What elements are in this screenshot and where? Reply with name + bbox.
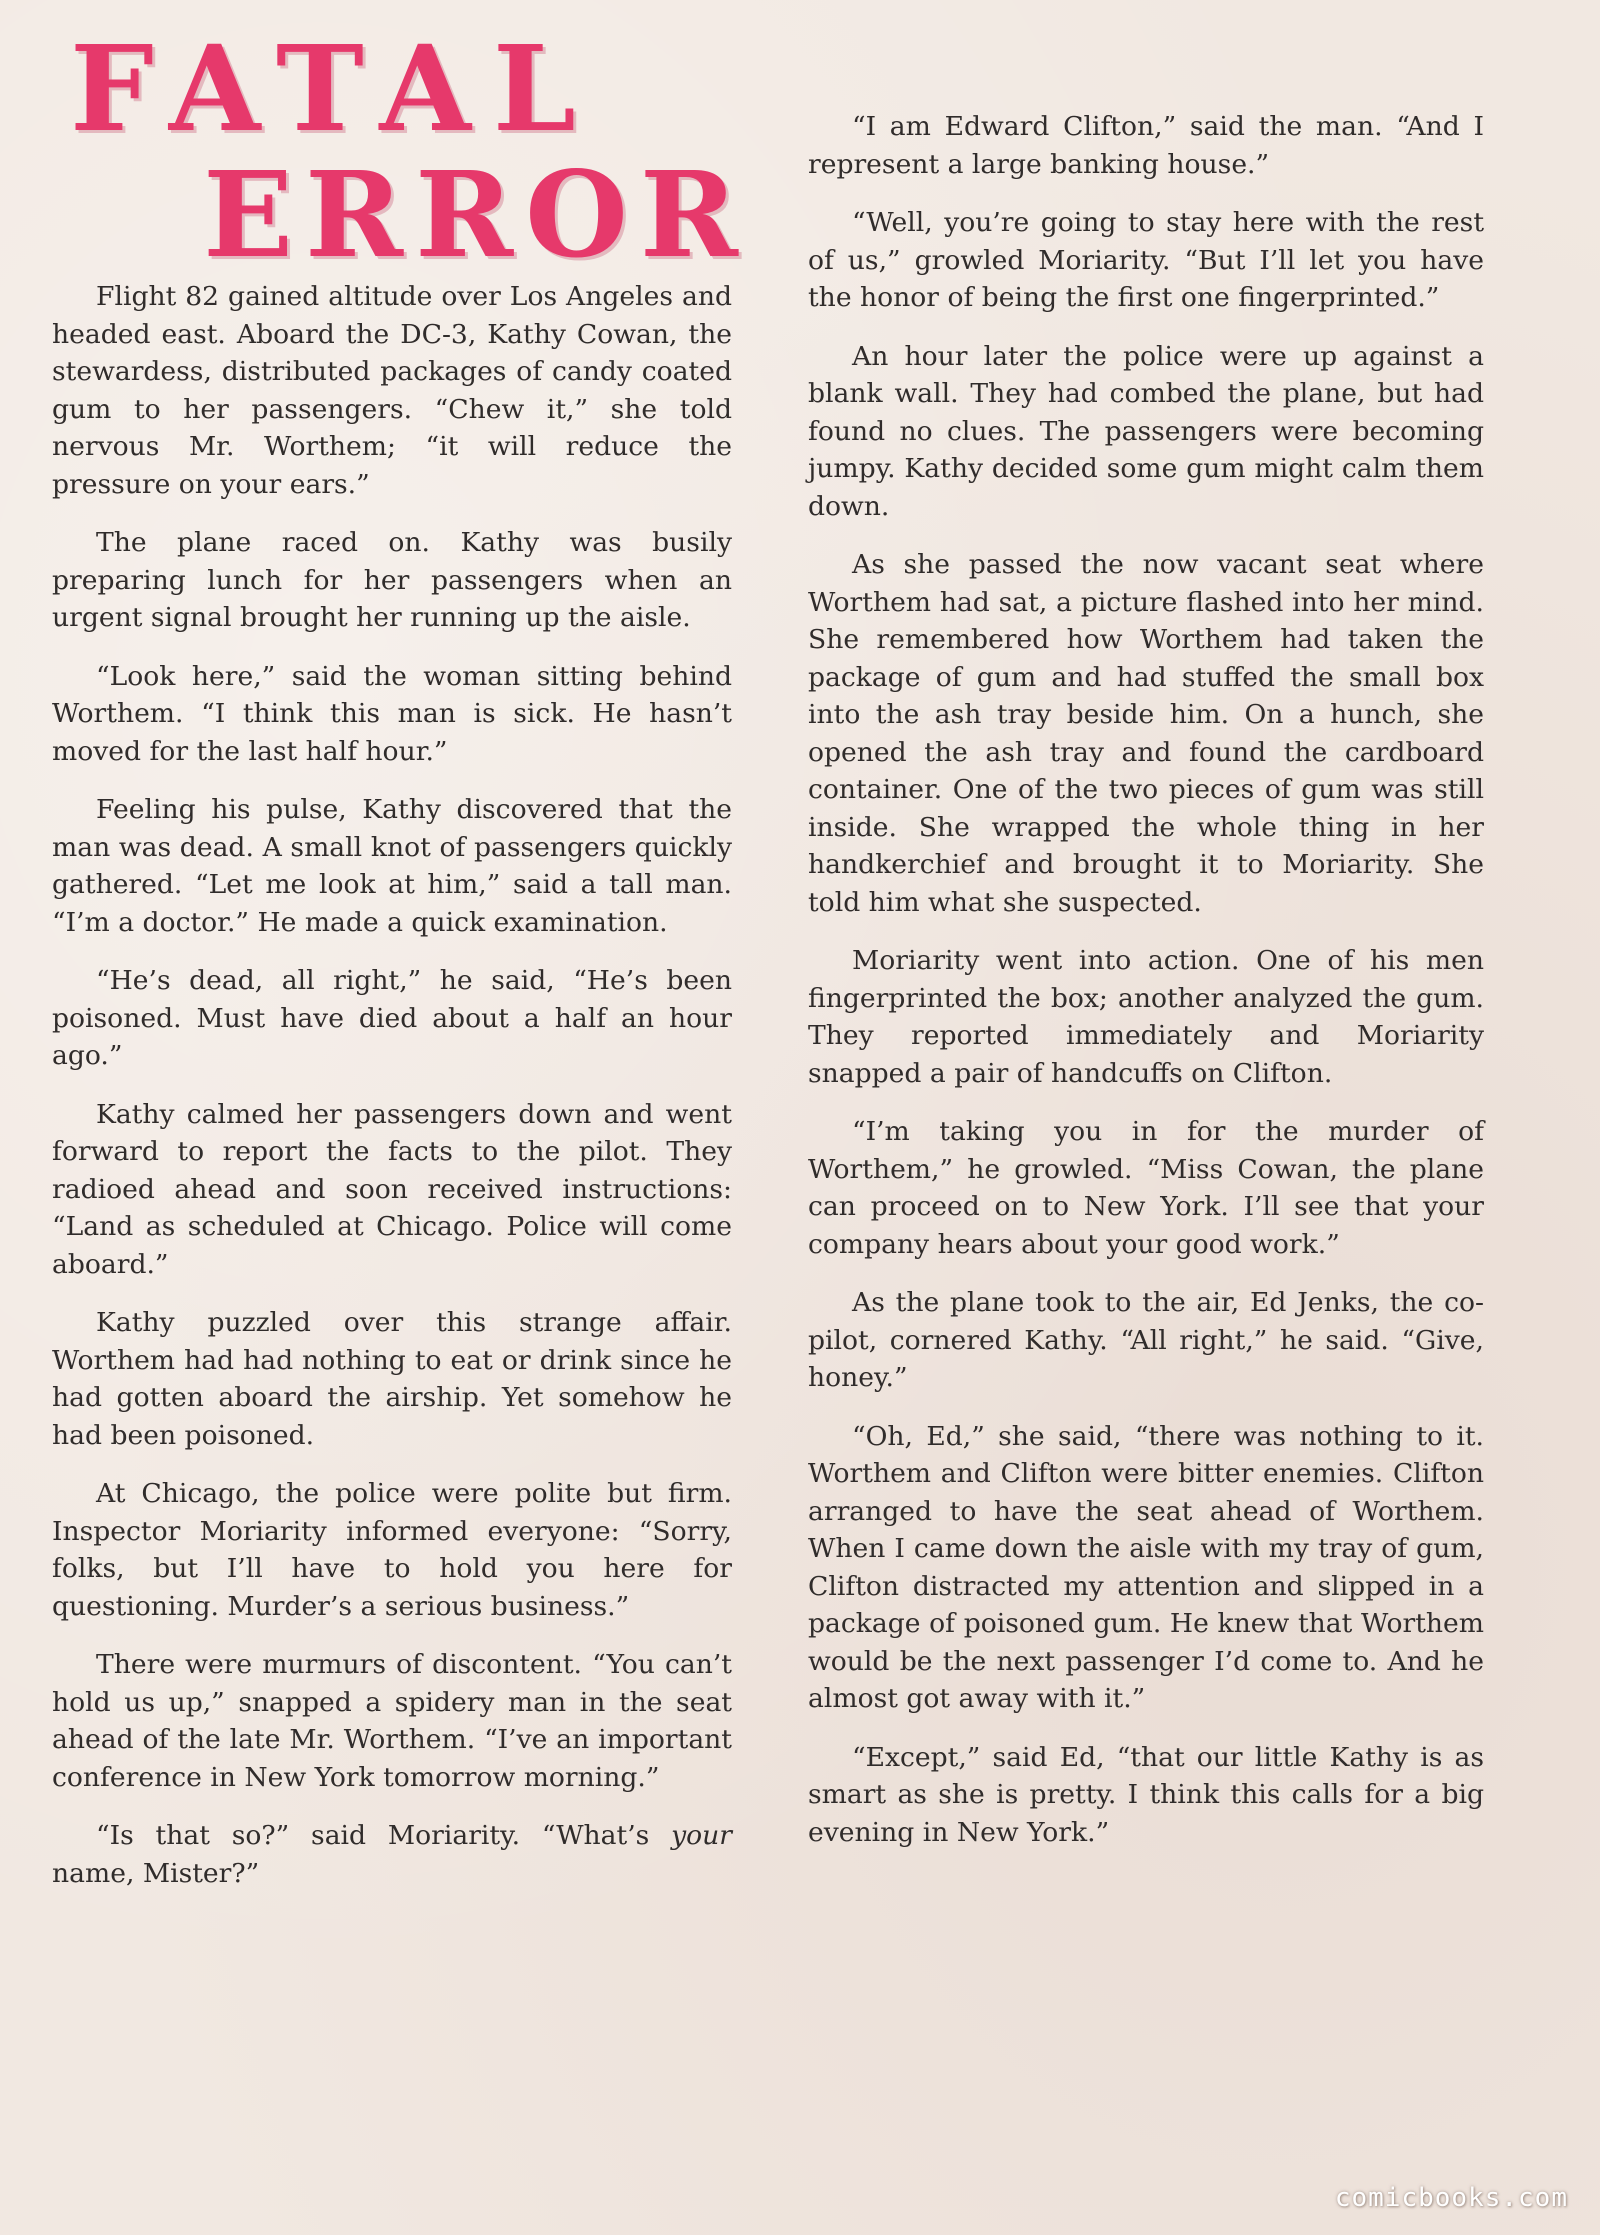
- paragraph: “I’m taking you in for the murder of Worthem,” he growled. “Miss Cowan, the plane can proceed on to New York. I’ll see that your company hears about your good work.”: [808, 1116, 1484, 1260]
- paragraph: “He’s dead, all right,” he said, “He’s been poisoned. Must have died about a half an hour ago.”: [52, 965, 732, 1071]
- paragraph: Kathy puzzled over this strange affair. Worthem had had nothing to eat or drink since he had gotten aboard the airship. Yet somehow he had been poisoned.: [52, 1307, 732, 1451]
- paragraph: “I am Edward Clifton,” said the man. “And I represent a large banking house.”: [808, 111, 1484, 180]
- title-line-1: FATAL: [70, 19, 598, 158]
- paragraph: An hour later the police were up against a blank wall. They had combed the plane, but had found no clues. The passengers were becoming jumpy. Kathy decided some gum might calm them down.: [808, 340, 1484, 522]
- paragraph: “Well, you’re going to stay here with the rest of us,” growled Moriarity. “But I’ll let you have the honor of being the first one fingerprinted.”: [808, 207, 1484, 313]
- story-title: [70, 19, 750, 284]
- paragraph: Moriarity went into action. One of his men fingerprinted the box; another analyzed the gum. They reported immediately and Moriarity snapped a pair of handcuffs on Clifton.: [808, 945, 1484, 1089]
- paragraph: There were murmurs of discontent. “You can’t hold us up,” snapped a spidery man in the seat ahead of the late Mr. Worthem. “I’ve an important conference in New York tomorrow morning.”: [52, 1649, 732, 1793]
- paragraph-last-left: [52, 1817, 732, 1892]
- paragraph: At Chicago, the police were polite but firm. Inspector Moriarity informed everyone: “Sorry, folks, but I’ll have to hold you here for questioning. Murder’s a serious business.”: [52, 1478, 732, 1622]
- emphasized-word: your: [671, 1820, 732, 1851]
- dialogue-text: name, Mister?”: [52, 1857, 260, 1889]
- dialogue-text: “Is that so?” said Moriarity. “What’s: [96, 1820, 672, 1851]
- paragraph: As the plane took to the air, Ed Jenks, the co-pilot, cornered Kathy. “All right,” he said. “Give, honey.”: [808, 1287, 1484, 1393]
- watermark: comicbooks.com: [1334, 2183, 1568, 2213]
- paragraph: Feeling his pulse, Kathy discovered that the man was dead. A small knot of passengers quickly gathered. “Let me look at him,” said a tall man. “I’m a doctor.” He made a quick examination.: [52, 794, 732, 938]
- paragraph: “Oh, Ed,” she said, “there was nothing to it. Worthem and Clifton were bitter enemies. Clifton arranged to have the seat ahead of Worthem. When I came down the aisle with my tray of gum, Clifton distracted my attention and slipped in a package of poisoned gum. He knew that Worthem would be the next passenger I’d come to. And he almost got away with it.”: [808, 1420, 1484, 1714]
- right-column: [808, 108, 1484, 1872]
- paragraph: Kathy calmed her passengers down and went forward to report the facts to the pilot. They radioed ahead and soon received instructions: “Land as scheduled at Chicago. Police will come aboard.”: [52, 1098, 732, 1280]
- paragraph: The plane raced on. Kathy was busily preparing lunch for her passengers when an urgent signal brought her running up the aisle.: [52, 527, 732, 633]
- paragraph: “Look here,” said the woman sitting behind Worthem. “I think this man is sick. He hasn’t moved for the last half hour.”: [52, 660, 732, 767]
- left-column: [52, 278, 732, 1913]
- paragraph: “Except,” said Ed, “that our little Kathy is as smart as she is pretty. I think this calls for a big evening in New York.”: [808, 1741, 1484, 1848]
- paragraph: As she passed the now vacant seat where Worthem had sat, a picture flashed into her mind. She remembered how Worthem had taken the package of gum and had stuffed the small box into the ash tray beside him. On a hunch, she opened the ash tray and found the cardboard container. One of the two pieces of gum was still inside. She wrapped the whole thing in her handkerchief and brought it to Moriarity. She told him what she suspected.: [808, 549, 1484, 918]
- paragraph: Flight 82 gained altitude over Los Angeles and headed east. Aboard the DC-3, Kathy Cowan, the stewardess, distributed packages of candy coated gum to her passengers. “Chew it,” she told nervous Mr. Worthem; “it will reduce the pressure on your ears.”: [52, 281, 732, 500]
- title-line-2: ERROR: [203, 145, 750, 284]
